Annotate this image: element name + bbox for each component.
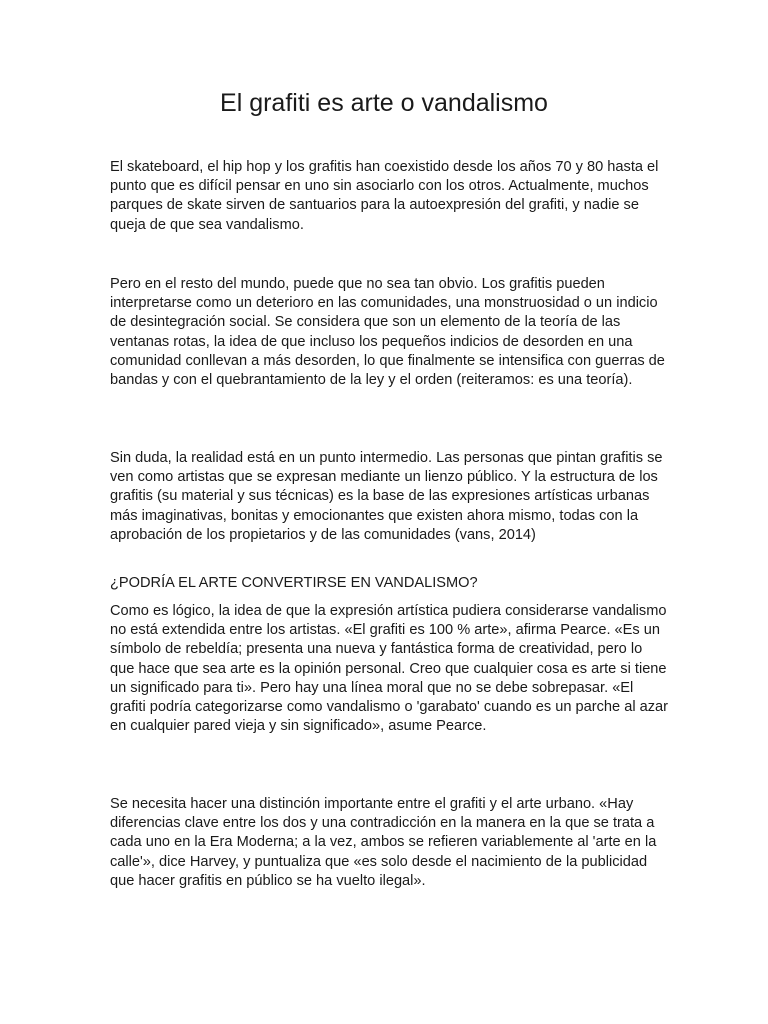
paragraph-skateboard: El skateboard, el hip hop y los grafitis han coexistido desde los años 70 y 80 hasta el punto que es difícil pensar en uno sin asociarlo con los otros. Actualmente, muchos parques de skate sirven de santuarios para la autoexpresión del grafiti, y nadie se queja de que sea vandalismo. (110, 159, 659, 233)
paragraph-pearce: Como es lógico, la idea de que la expresión artística pudiera considerarse vandalismo no está extendida entre los artistas. «El grafiti es 100 % arte», afirma Pearce. «Es un símbolo de rebeldía; presenta una nueva y fantástica forma de creatividad, pero lo que hace que sea arte es la opinión personal. Creo que cualquier cosa es arte si tiene un significado para ti». Pero hay una línea moral que no se debe sobrepasar. «El grafiti podría categorizarse como vandalismo o 'garabato' cuando es un parche al azar en cualquier pared vieja y sin significado», asume Pearce. (110, 603, 669, 735)
paragraph-harvey: Se necesita hacer una distinción importante entre el grafiti y el arte urbano. «Hay diferencias clave entre los dos y una contradicción en la manera en la que se trata a cada uno en la Era Moderna; a la vez, ambos se refieren variablemente al 'arte en la calle'», dice Harvey, y puntualiza que «es solo desde el nacimiento de la publicidad que hacer grafitis en público se ha vuelto ilegal». (110, 796, 657, 889)
paragraph-broken-windows: Pero en el resto del mundo, puede que no sea tan obvio. Los grafitis pueden interpretarse como un deterioro en las comunidades, una monstruosidad o un indicio de desintegración social. Se considera que son un elemento de la teoría de las ventanas rotas, la idea de que incluso los pequeños indicios de desorden en una comunidad conllevan a más desorden, lo que finalmente se intensifica con guerras de bandas y con el quebrantamiento de la ley y el orden (reiteramos: es una teoría). (110, 276, 665, 389)
document-title: El grafiti es arte o vandalismo (220, 89, 548, 117)
paragraph-middle-ground: Sin duda, la realidad está en un punto intermedio. Las personas que pintan grafitis se ven como artistas que se expresan mediante un lienzo público. Y la estructura de los grafitis (su material y sus técnicas) es la base de las expresiones artísticas urbanas más imaginativas, bonitas y emocionantes que existen ahora mismo, todas con la aprobación de los propietarios y de las comunidades (vans, 2014) (110, 450, 663, 543)
section-heading: ¿PODRÍA EL ARTE CONVERTIRSE EN VANDALISMO? (110, 575, 478, 591)
